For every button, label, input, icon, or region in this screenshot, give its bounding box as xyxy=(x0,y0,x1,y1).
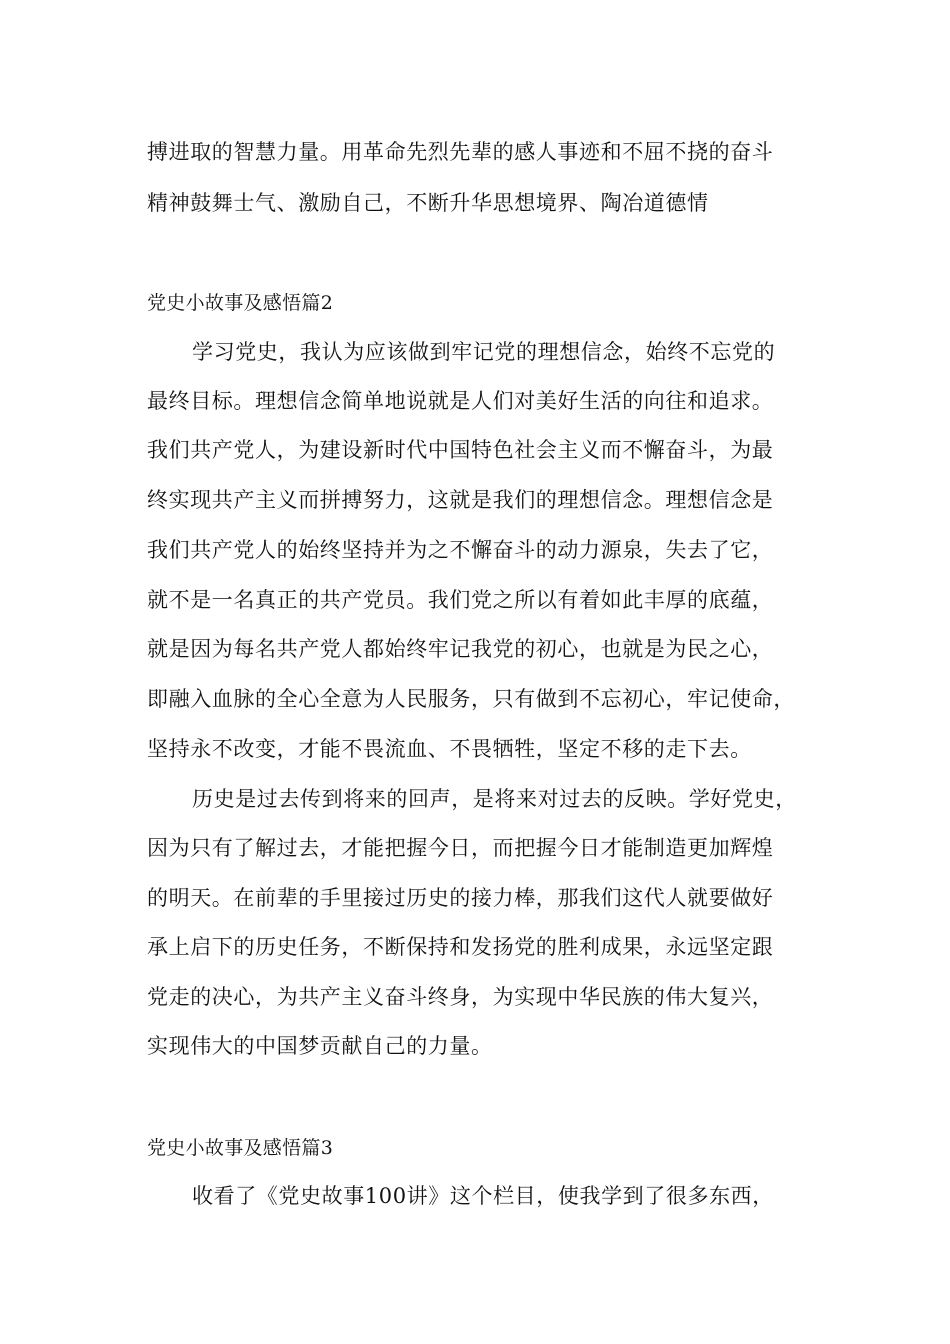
paragraph-line: 实现伟大的中国梦贡献自己的力量。 xyxy=(147,1034,493,1058)
paragraph-line: 我们共产党人，为建设新时代中国特色社会主义而不懈奋斗，为最 xyxy=(147,438,774,462)
section-heading-3: 党史小故事及感悟篇3 xyxy=(147,1137,334,1159)
paragraph-line: 最终目标。理想信念简单地说就是人们对美好生活的向往和追求。 xyxy=(147,389,774,413)
paragraph-line: 终实现共产主义而拼搏努力，这就是我们的理想信念。理想信念是 xyxy=(147,488,774,512)
paragraph-line: 就不是一名真正的共产党员。我们党之所以有着如此丰厚的底蕴， xyxy=(147,588,774,612)
paragraph-line: 因为只有了解过去，才能把握今日，而把握今日才能制造更加辉煌 xyxy=(147,836,774,860)
section-heading-2: 党史小故事及感悟篇2 xyxy=(147,292,334,314)
intro-line: 搏进取的智慧力量。用革命先烈先辈的感人事迹和不屈不挠的奋斗 xyxy=(147,140,774,164)
paragraph-line: 历史是过去传到将来的回声，是将来对过去的反映。学好党史， xyxy=(192,787,797,811)
paragraph-line: 的明天。在前辈的手里接过历史的接力棒，那我们这代人就要做好 xyxy=(147,886,774,910)
paragraph-line: 就是因为每名共产党人都始终牢记我党的初心，也就是为民之心， xyxy=(147,637,774,661)
paragraph-line: 坚持永不改变，才能不畏流血、不畏牺牲，坚定不移的走下去。 xyxy=(147,737,752,761)
paragraph-line: 收看了《党史故事100讲》这个栏目，使我学到了很多东西， xyxy=(192,1184,774,1208)
paragraph-line: 承上启下的历史任务，不断保持和发扬党的胜利成果，永远坚定跟 xyxy=(147,935,774,959)
paragraph-line: 党走的决心，为共产主义奋斗终身，为实现中华民族的伟大复兴， xyxy=(147,985,774,1009)
paragraph-line: 我们共产党人的始终坚持并为之不懈奋斗的动力源泉，失去了它， xyxy=(147,538,774,562)
paragraph-line: 即融入血脉的全心全意为人民服务，只有做到不忘初心，牢记使命， xyxy=(147,687,795,711)
paragraph-line: 学习党史，我认为应该做到牢记党的理想信念，始终不忘党的 xyxy=(192,340,776,364)
intro-line: 精神鼓舞士气、激励自己，不断升华思想境界、陶冶道德情 xyxy=(147,191,709,215)
